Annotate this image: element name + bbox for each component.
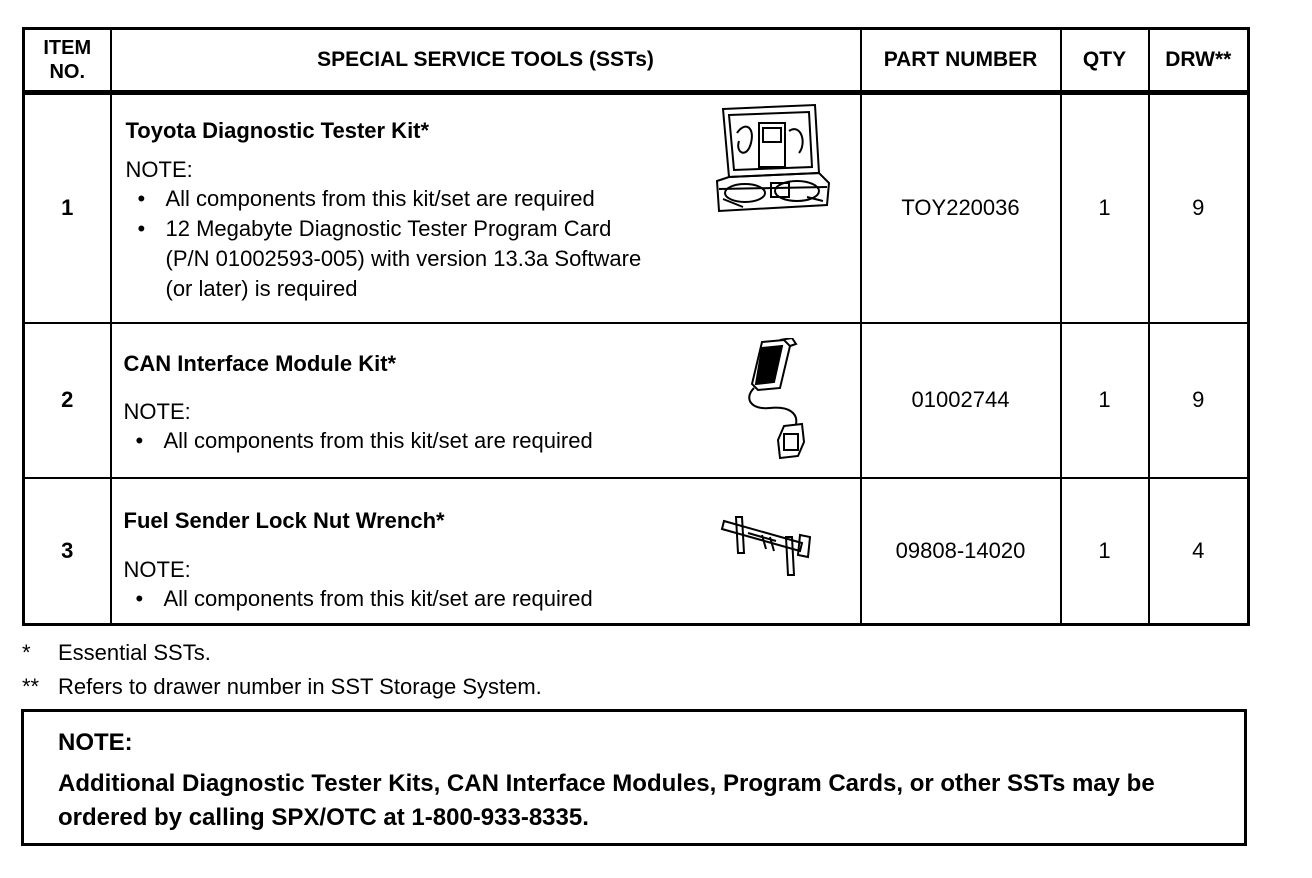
tool-name: CAN Interface Module Kit*	[123, 350, 397, 376]
header-qty: QTY	[1061, 29, 1149, 93]
tool-description	[111, 93, 861, 323]
note-bullets	[124, 584, 860, 614]
footnote-mark: *	[22, 640, 31, 665]
footnote-text: Essential SSTs.	[58, 640, 211, 665]
tool-description	[111, 478, 861, 625]
table-row	[24, 323, 1249, 478]
note-box-title: NOTE:	[58, 729, 133, 756]
item-number: 3	[24, 478, 111, 625]
note-bullet-line: (P/N 01002593-005) with version 13.3a Software	[165, 246, 642, 271]
can-interface-module-icon	[740, 338, 810, 468]
tool-description	[111, 323, 861, 478]
drawer-number: 9	[1149, 93, 1249, 323]
note-bullet-continuation	[126, 274, 860, 304]
note-box-text: Additional Diagnostic Tester Kits, CAN Interface Modules, Program Cards, or other SSTs may be ordered by calling SPX/OTC at 1-800-933-8335.	[58, 770, 1155, 831]
header-item-line1: ITEM	[43, 37, 92, 59]
note-bullet: • 12 Megabyte Diagnostic Tester Program Card	[126, 214, 860, 244]
qty: 1	[1061, 323, 1149, 478]
footnote-drawer	[22, 673, 542, 701]
table-row	[24, 93, 1249, 323]
qty: 1	[1061, 93, 1149, 323]
table-header-row	[24, 29, 1249, 93]
sst-table	[22, 27, 1250, 626]
table-row	[24, 478, 1249, 625]
note-bullet-continuation	[126, 244, 860, 274]
part-number: 09808-14020	[861, 478, 1061, 625]
drawer-number: 4	[1149, 478, 1249, 625]
note-label: NOTE:	[123, 556, 191, 582]
header-item-line2: NO.	[49, 61, 86, 83]
lock-nut-wrench-icon	[718, 513, 814, 581]
qty: 1	[1061, 478, 1149, 625]
item-number: 1	[24, 93, 111, 323]
header-drw: DRW**	[1149, 29, 1249, 93]
note-bullet: • All components from this kit/set are required	[124, 426, 860, 456]
header-part-number: PART NUMBER	[861, 29, 1061, 93]
header-tools: SPECIAL SERVICE TOOLS (SSTs)	[111, 29, 861, 93]
drawer-number: 9	[1149, 323, 1249, 478]
part-number: 01002744	[861, 323, 1061, 478]
ordering-note-box	[21, 709, 1247, 846]
note-bullet: • All components from this kit/set are required	[124, 584, 860, 614]
note-bullet: • All components from this kit/set are required	[126, 184, 860, 214]
note-bullet-line: (or later) is required	[165, 276, 358, 301]
tool-name: Toyota Diagnostic Tester Kit*	[125, 118, 430, 143]
part-number: TOY220036	[861, 93, 1061, 323]
item-number: 2	[24, 323, 111, 478]
footnote-mark: **	[22, 674, 40, 699]
tool-name: Fuel Sender Lock Nut Wrench*	[123, 507, 445, 533]
diagnostic-tester-kit-icon	[715, 103, 833, 221]
footnote-essential	[22, 639, 211, 667]
footnote-text: Refers to drawer number in SST Storage System.	[58, 674, 542, 699]
note-label: NOTE:	[125, 157, 193, 182]
note-label: NOTE:	[123, 398, 191, 424]
header-item-no	[24, 29, 111, 93]
